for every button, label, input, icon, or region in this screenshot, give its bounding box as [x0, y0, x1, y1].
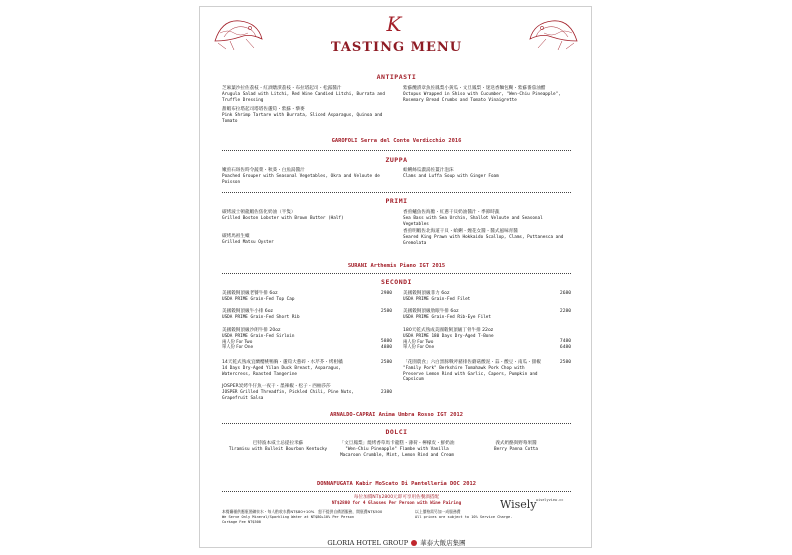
dish-en: JOSPER Grilled Threadfin, Pickled Chili, Pine Nuts, Grapefruit Salsa	[222, 390, 354, 401]
dessert-item	[462, 441, 570, 453]
dish-zh: 美國穀飼頂級菲力 6oz	[403, 291, 450, 296]
dish-zh: 蛤蜊絲瓜濃湯佐薑汁泡沫	[403, 168, 454, 173]
dish-zh: 紫蘇醃漬章魚佐鳳梨小黃瓜・文旦鳳梨・迷迭香麵包糊・紫蘇番茄油醋	[403, 86, 546, 91]
restaurant-logo: K	[386, 12, 402, 36]
dotted-divider	[222, 150, 571, 151]
primi-left-column	[222, 210, 392, 245]
dish-price: 2580	[559, 360, 571, 365]
dish-row	[222, 360, 392, 384]
dish-row	[403, 328, 571, 360]
dotted-divider	[222, 423, 571, 424]
dish-en: Clams and Luffa Soup with Ginger Foam	[403, 174, 499, 179]
footer-service-note	[415, 510, 565, 520]
dish-en: Grilled Boston Lobster with Brown Butter (Half)	[222, 216, 344, 221]
pairing-en: NT$2800 for 4 Glasses Per Person with Wine Pairing	[331, 501, 462, 506]
dish-en: USDA PRIME 180 Days Dry-Aged T-Bone	[403, 334, 494, 339]
antipasti-right-column	[403, 86, 571, 103]
dish-en: Octopus Wrapped in Shiso with Cucumber, "Wen-Chiu Pineapple", Rosemary Bread Crumbs and Tomato Vinaigrette	[403, 92, 561, 103]
dish-price: 2580	[380, 360, 392, 365]
dish-zh: 甜蝦布拉塔起司塔塔佐蘆筍・紫蘇・藜麥	[222, 107, 305, 113]
watermark-logo: Wisely	[500, 498, 537, 511]
dish-price: 2580	[380, 309, 392, 314]
dish-en: Seared King Prawn with Hokkaido Scallop, Clams, Puttanesca and Gremolata	[403, 235, 564, 246]
dish-en: "Family Pork" Berkshire Tomahawk Pork Chop with Preserve Lemon Rind with Garlic, Capers, Pumpkin and Capsicum	[403, 366, 538, 383]
zuppa-right-column	[403, 168, 571, 180]
menu-title: TASTING MENU	[330, 40, 463, 55]
dish-zh: 美國穀飼頂級沙朗牛排 20oz	[222, 328, 281, 333]
wine-pairing-3: ARNALDO-CAPRAI Anima Umbra Rosso IGT 2012	[329, 412, 464, 418]
dish-row	[222, 291, 392, 309]
menu-sheet	[199, 6, 592, 548]
dessert-item	[338, 441, 456, 458]
dish-zh: JOSPER炭烤牛仔魚一夜干・墨辣椒・松子・西柚莎莎	[222, 384, 331, 389]
brand-en: GLORIA HOTEL GROUP	[327, 539, 409, 547]
dish-en: Sea Bass with Sea Urchin, Shallot Veloute and Seasonal Vegetables	[403, 216, 543, 227]
dish-en: Pink Shrimp Tartare with Burrata, Sliced Asparagus, Quinoa and Tomato	[222, 113, 383, 124]
dish-en: Tiramisu with Bulleit Bourbon Kentucky	[228, 447, 328, 452]
dish-price: 4880	[380, 345, 392, 350]
wine-pairing-4: DONNAFUGATA Kabir MoScato Di Pantelleria DOC 2012	[316, 481, 477, 487]
section-heading-secondi: SECONDI	[381, 278, 412, 286]
dish-en: USDA PRIME Grain-Fed Top Cap	[222, 297, 295, 302]
dish-price: 2380	[380, 390, 392, 395]
footer-water-note	[222, 510, 392, 524]
dish-zh: 香煎鱸魚佐海膽・紅蔥干貝奶油醬汁・季節時蔬	[403, 210, 500, 215]
dish-price: 6480	[559, 345, 571, 350]
portion-line: 兩人份 For Two	[222, 339, 253, 345]
dessert-item	[222, 441, 334, 453]
dish-zh: 芝麻葉沙拉佐荔枝・紅酒燉漬荔枝・布拉塔起司・松露醬汁	[222, 86, 342, 91]
brand-logo-icon	[411, 540, 417, 546]
dish-zh: 「文旦鳳梨」燒烤香草馬卡龍糕・薄荷・檸檬皮・鮮奶油	[339, 441, 455, 446]
dish-zh: 「花園農食」六白黑豚戰斧豬排佐蘑菇酸泥・蒜・酸豆・南瓜・甜椒	[403, 360, 541, 365]
portion-line: 單人份 For One	[222, 345, 254, 351]
dish-zh: 嫩煎石斑佐時令蔬菜・秋葵・白魚湯醬汁	[222, 168, 305, 173]
dish-row	[222, 384, 392, 406]
secondi-right-column	[403, 291, 571, 396]
dish-zh: 義式奶酪與野莓果醬	[495, 441, 537, 446]
dish-zh: 碳烤馬祖生蠔	[222, 233, 250, 239]
dish-en: USDA PRIME Grain-Fed Short Rib	[222, 315, 300, 320]
antipasti-left-column	[222, 86, 392, 124]
dish-en: "Wen-Chiu Pineapple" Flambe with Vanilla Macaroon Crumble, Mint, Lemon Rind and Cream	[340, 447, 454, 458]
dish-zh: 美國穀飼頂級牛小排 6oz	[222, 309, 273, 314]
section-heading-dolci: DOLCI	[385, 428, 408, 436]
dish-en: USDA PRIME Grain-Fed Sirloin	[222, 334, 295, 339]
section-heading-antipasti: ANTIPASTI	[376, 73, 417, 81]
dish-en: Berry Panna Cotta	[494, 447, 538, 452]
primi-right-column	[403, 210, 571, 246]
dish-row	[403, 360, 571, 396]
dotted-divider	[222, 491, 571, 492]
dish-row	[222, 328, 392, 360]
section-heading-zuppa: ZUPPA	[385, 156, 408, 164]
footer-en: All prices are subject to 10% Service Charge.	[415, 514, 513, 519]
section-heading-primi: PRIMI	[385, 197, 408, 205]
zuppa-left-column	[222, 168, 392, 185]
dish-zh: 14天乾式熟成宜蘭櫻桃鴨胸・蘆筍大蔥碎・水芹芥・烤柑橘	[222, 360, 343, 365]
dish-en: Poached Grouper with Seasonal Vegetables, Okra and Veloute de Poisson	[222, 174, 380, 185]
wine-pairing-2: SURANI Arthemis Piano IGT 2015	[347, 263, 446, 269]
dish-zh: 美國穀飼頂級肋眼牛排 6oz	[403, 309, 459, 314]
dish-en: Grilled Matsu Oyster	[222, 239, 274, 245]
footer-en: Corkage Fee NT$500	[222, 519, 261, 524]
dish-price: 2980	[380, 291, 392, 296]
dish-zh: 香煎明蝦佐北海道干貝・蛤蜊・煙花女醬・醬式風味青醬	[403, 229, 518, 235]
dish-price: 5880	[380, 339, 392, 344]
dish-en: USDA PRIME Grain-Fed Filet	[403, 297, 471, 302]
dish-zh: 巴特波本威士忌提拉米蘇	[252, 441, 304, 446]
wine-pairing-1: GAROFOLI Serra del Conte Verdicchio 2016	[331, 138, 462, 144]
dish-en: 14 Days Dry-Aged Yilan Duck Breast, Asparagus, Watercress, Roasted Tangerine	[222, 366, 341, 377]
dish-en: Arugula Salad with Litchi, Red Wine Candied Litchi, Burrata and Truffle Dressing	[222, 92, 385, 103]
dish-price: 7480	[559, 339, 571, 344]
dotted-divider	[222, 192, 571, 193]
dish-row	[222, 309, 392, 328]
pairing-zh: 每位加價NT$2800元即可享用佐餐酒搭配	[353, 495, 440, 500]
dish-row	[403, 309, 571, 328]
dish-zh: 180天乾式熟成美國穀飼頂級丁骨牛排 22oz	[403, 328, 494, 333]
footer-zh: 以上價格需另加一成服務費	[415, 509, 461, 514]
dish-price: 2280	[559, 309, 571, 314]
dotted-divider	[222, 273, 571, 274]
footer-en: We Serve Only Mineral/Sparkling Water at NT$80+10% Per Person	[222, 514, 354, 519]
dish-row	[403, 291, 571, 309]
secondi-left-column	[222, 291, 392, 406]
dish-price: 2680	[559, 291, 571, 296]
portion-line: 兩人份 For Two	[403, 339, 434, 345]
dish-zh: 碳烤波士頓龍蝦佐焦化奶油（半隻）	[222, 210, 296, 215]
portion-line: 單人份 For One	[403, 345, 435, 351]
footer-zh: 本餐廳僅供應瓶裝礦泉水・每人酌收水費NT$80+10% 恕不提供自備酒服務，開瓶費NT$500	[222, 509, 383, 514]
hotel-group-brand	[200, 538, 593, 547]
brand-zh: 華泰大飯店集團	[420, 539, 466, 547]
dish-zh: 美國穀飼頂級老饕牛排 6oz	[222, 291, 278, 296]
dish-en: USDA PRIME Grain-Fed Rib-Eye Filet	[403, 315, 491, 320]
watermark-url: wiselyview.cc	[536, 498, 564, 502]
